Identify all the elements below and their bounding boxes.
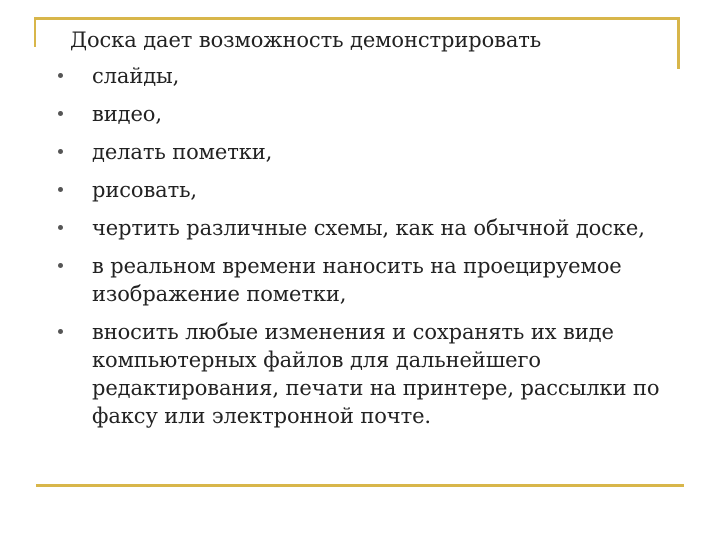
frame-top-line <box>34 17 680 20</box>
bullet-icon <box>58 149 63 154</box>
frame-right-line <box>677 17 680 69</box>
frame-bottom-line <box>36 484 684 487</box>
list-item <box>70 138 670 166</box>
slide-intro: Доска дает возможность демонстрировать <box>70 28 542 52</box>
list-item-text: слайды, <box>92 64 180 88</box>
list-item-text: чертить различные схемы, как на обычной доске, <box>92 216 645 240</box>
list-item <box>70 176 670 204</box>
list-item-text: видео, <box>92 102 162 126</box>
bullet-icon <box>58 187 63 192</box>
bullet-list <box>70 62 670 430</box>
list-item-text: делать пометки, <box>92 140 273 164</box>
bullet-icon <box>58 111 63 116</box>
bullet-icon <box>58 329 63 334</box>
slide-content <box>70 26 670 440</box>
list-item-text: в реальном времени наносить на проецируемое изображение пометки, <box>92 254 622 306</box>
bullet-icon <box>58 73 63 78</box>
list-item <box>70 252 670 308</box>
list-item <box>70 214 670 242</box>
list-item <box>70 62 670 90</box>
bullet-icon <box>58 263 63 268</box>
bullet-icon <box>58 225 63 230</box>
list-item <box>70 100 670 128</box>
frame-left-line <box>34 17 36 47</box>
list-item <box>70 318 670 430</box>
list-item-text: вносить любые изменения и сохранять их виде компьютерных файлов для дальнейшего редактирования, печати на принтере, рассылки по факсу или электронной почте. <box>92 320 660 428</box>
list-item-text: рисовать, <box>92 178 198 202</box>
